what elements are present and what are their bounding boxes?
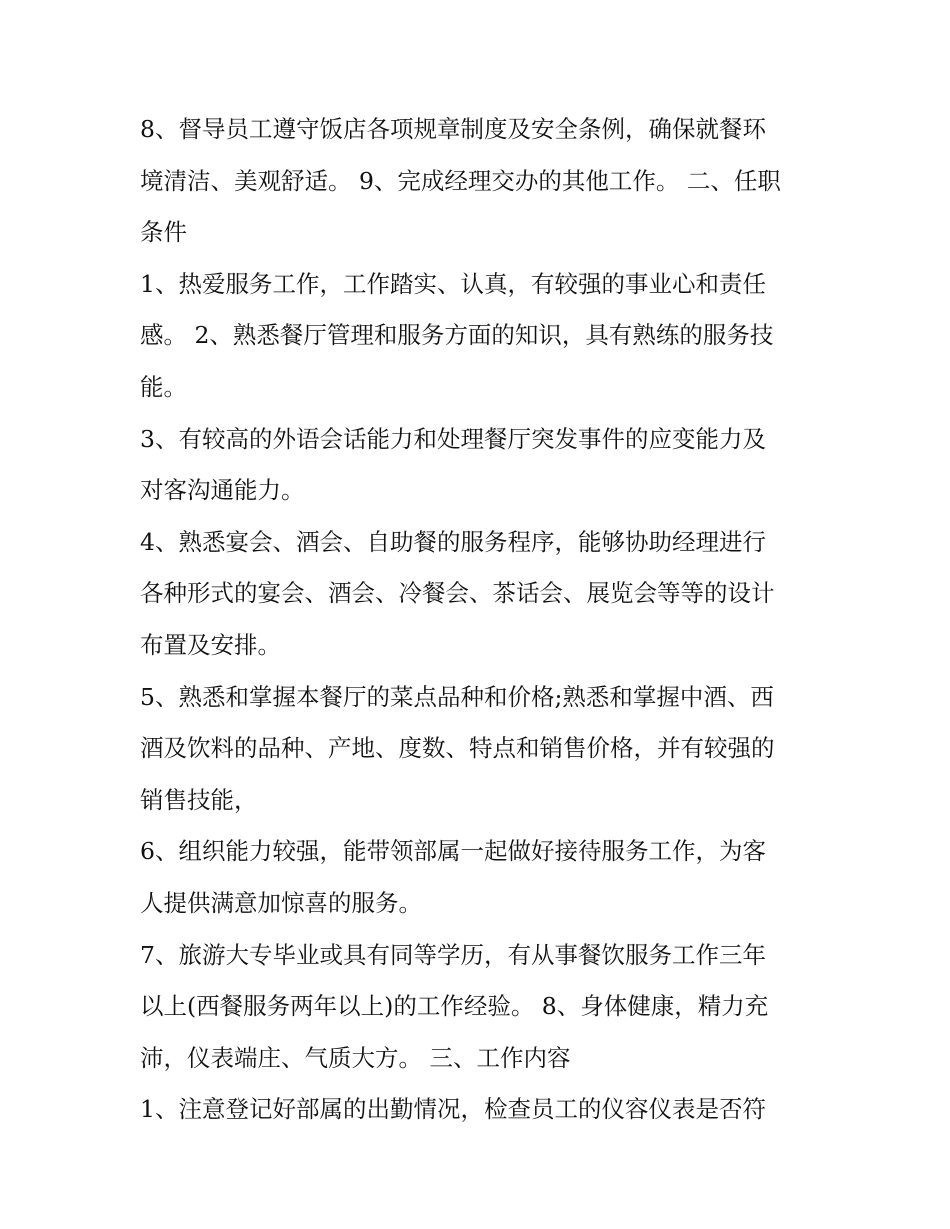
paragraph-requirement-7-8 [140, 930, 820, 1085]
text-line: 7、旅游大专毕业或具有同等学历，有从事餐饮服务工作三年 [140, 940, 766, 969]
text-line: 4、熟悉宴会、酒会、自助餐的服务程序，能够协助经理进行 [140, 527, 766, 556]
text-line: 条件 [140, 218, 187, 247]
text-line: 布置及安排。 [140, 630, 281, 659]
text-line: 1、注意登记好部属的出勤情况，检查员工的仪容仪表是否符 [140, 1095, 766, 1124]
text-line: 8、督导员工遵守饭店各项规章制度及安全条例，确保就餐环 [140, 115, 766, 143]
text-line: 沛，仪表端庄、气质大方。 三、工作内容 [140, 1043, 571, 1072]
paragraph-requirement-4 [140, 517, 820, 672]
text-line: 销售技能， [140, 785, 258, 814]
text-line: 6、组织能力较强，能带领部属一起做好接待服务工作，为客 [140, 837, 766, 866]
text-line: 各种形式的宴会、酒会、冷餐会、茶话会、展览会等等的设计 [140, 579, 775, 608]
text-line: 3、有较高的外语会话能力和处理餐厅突发事件的应变能力及 [140, 424, 766, 453]
paragraph-requirement-1-2 [140, 259, 820, 414]
text-line: 对客沟通能力。 [140, 476, 305, 505]
text-line: 感。 2、熟悉餐厅管理和服务方面的知识，具有熟练的服务技 [140, 321, 774, 350]
paragraph-requirement-3 [140, 414, 820, 517]
text-line: 以上(西餐服务两年以上)的工作经验。 8、身体健康，精力充 [140, 992, 769, 1021]
document-body [140, 104, 820, 1136]
text-line: 能。 [140, 372, 187, 401]
text-line: 酒及饮料的品种、产地、度数、特点和销售价格，并有较强的 [140, 734, 775, 763]
text-line: 1、热爱服务工作，工作踏实、认真，有较强的事业心和责任 [140, 269, 766, 298]
text-line: 境清洁、美观舒适。 9、完成经理交办的其他工作。 二、任职 [140, 166, 781, 195]
paragraph-work-content-1 [140, 1084, 820, 1136]
text-line: 人提供满意加惊喜的服务。 [140, 888, 422, 917]
text-line: 5、熟悉和掌握本餐厅的菜点品种和价格;熟悉和掌握中酒、西 [140, 682, 774, 711]
paragraph-requirement-6 [140, 826, 820, 929]
paragraph-requirement-5 [140, 672, 820, 827]
paragraph-duties-8-9 [140, 104, 820, 259]
